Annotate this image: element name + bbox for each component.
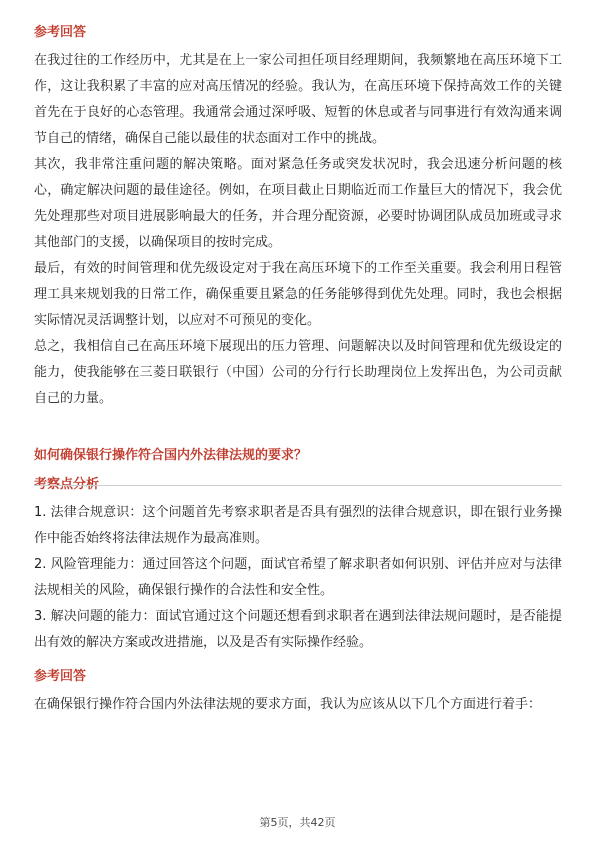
analysis-item: 3. 解决问题的能力：面试官通过这个问题还想看到求职者在遇到法律法规问题时，是否能提出有效的解决方案或改进措施，以及是否有实际操作经验。 bbox=[34, 609, 562, 650]
analysis-item: 2. 风险管理能力：通过回答这个问题，面试官希望了解求职者如何识别、评估并应对与法律法规相关的风险，确保银行操作的合法性和安全性。 bbox=[34, 557, 562, 598]
reference-answer-heading: 参考回答 bbox=[34, 25, 87, 40]
analysis-item: 1. 法律合规意识：这个问题首先考察求职者是否具有强烈的法律合规意识，即在银行业务操作中能否始终将法律法规作为最高准则。 bbox=[34, 505, 562, 546]
answer-paragraph: 其次，我非常注重问题的解决策略。面对紧急任务或突发状况时，我会迅速分析问题的核心，确定解决问题的最佳途径。例如，在项目截止日期临近而工作量巨大的情况下，我会优先处理那些对项目进展影响最大的任务，并合理分配资源，必要时协调团队成员加班或寻求其他部门的支援，以确保项目的按时完成。 bbox=[34, 157, 562, 250]
answer-paragraph: 最后，有效的时间管理和优先级设定对于我在高压环境下的工作至关重要。我会利用日程管理工具来规划我的日常工作，确保重要且紧急的任务能够得到优先处理。同时，我也会根据实际情况灵活调整计划，以应对不可预见的变化。 bbox=[34, 261, 562, 328]
answer-paragraph: 总之，我相信自己在高压环境下展现出的压力管理、问题解决以及时间管理和优先级设定的能力，使我能够在三菱日联银行（中国）公司的分行行长助理岗位上发挥出色，为公司贡献自己的力量。 bbox=[34, 339, 562, 406]
analysis-heading: 考察点分析 bbox=[34, 477, 100, 492]
answer-paragraph: 在我过往的工作经历中，尤其是在上一家公司担任项目经理期间，我频繁地在高压环境下工作，这让我积累了丰富的应对高压情况的经验。我认为，在高压环境下保持高效工作的关键首先在于良好的心态管理。我通常会通过深呼吸、短暂的休息或者与同事进行有效沟通来调节自己的情绪，确保自己能以最佳的状态面对工作中的挑战。 bbox=[34, 53, 562, 146]
question-heading: 如何确保银行操作符合国内外法律法规的要求？ bbox=[34, 448, 308, 463]
answer-paragraph: 在确保银行操作符合国内外法律法规的要求方面，我认为应该从以下几个方面进行着手： bbox=[34, 697, 542, 712]
reference-answer-heading: 参考回答 bbox=[34, 669, 87, 684]
section-divider bbox=[34, 485, 562, 486]
document-body bbox=[34, 22, 562, 718]
page-number: 第5页，共42页 bbox=[259, 816, 336, 829]
